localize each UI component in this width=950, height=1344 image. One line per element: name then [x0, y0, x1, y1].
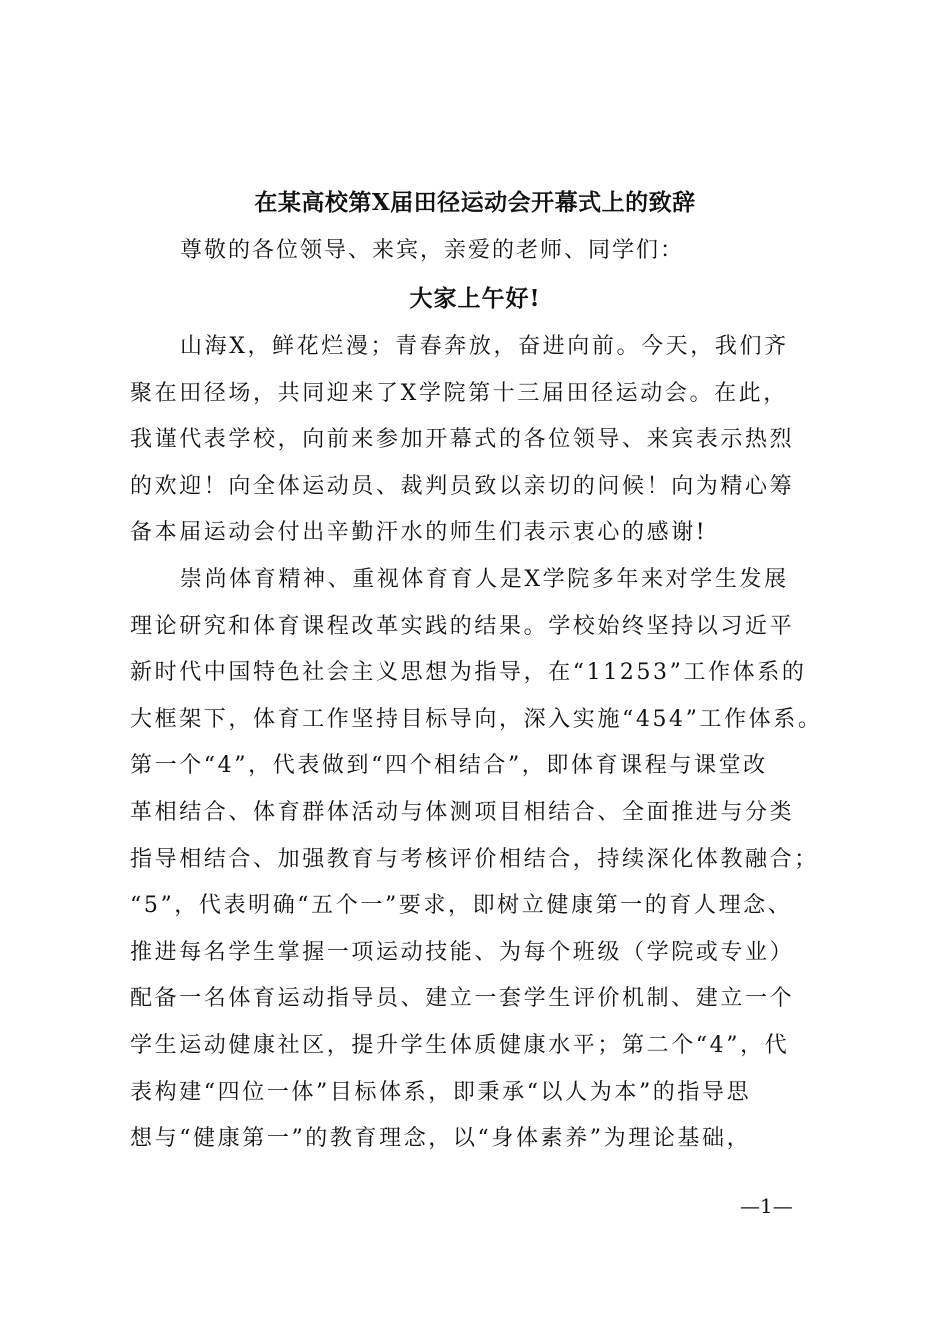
- salutation: 尊敬的各位领导、来宾，亲爱的老师、同学们：: [180, 238, 685, 263]
- paragraph-2-line: 学生运动健康社区，提升学生体质健康水平；第二个“4”，代: [130, 1032, 790, 1058]
- body-text: [130, 324, 840, 1163]
- paragraph-1-line: 的欢迎！向全体运动员、裁判员致以亲切的问候！向为精心筹: [130, 473, 795, 499]
- paragraph-1-line: 我谨代表学校，向前来参加开幕式的各位领导、来宾表示热烈: [130, 427, 795, 453]
- page-number: —1—: [740, 1194, 793, 1218]
- paragraph-1-line: 聚在田径场，共同迎来了X学院第十三届田径运动会。在此，: [130, 380, 788, 406]
- paragraph-1-line: 备本届运动会付出辛勤汗水的师生们表示衷心的感谢!: [130, 520, 708, 546]
- paragraph-2-line: 想与“健康第一”的教育理念，以“身体素养”为理论基础，: [130, 1126, 752, 1152]
- paragraph-1-line: 山海X，鲜花烂漫；青春奔放，奋进向前。今天，我们齐: [180, 334, 789, 359]
- paragraph-2-line: 表构建“四位一体”目标体系，即秉承“以人为本”的指导思: [130, 1079, 752, 1105]
- paragraph-2-line: 配备一名体育运动指导员、建立一套学生评价机制、建立一个: [130, 986, 795, 1012]
- paragraph-2-line: 理论研究和体育课程改革实践的结果。学校始终坚持以习近平: [130, 613, 795, 639]
- paragraph-2-line: 革相结合、体育群体活动与体测项目相结合、全面推进与分类: [130, 799, 795, 825]
- document-title: 在某高校第X届田径运动会开幕式上的致辞: [254, 189, 696, 216]
- paragraph-2-line: 指导相结合、加强教育与考核评价相结合，持续深化体教融合；: [130, 846, 819, 872]
- paragraph-2-line: 崇尚体育精神、重视体育育人是X学院多年来对学生发展: [180, 566, 789, 592]
- paragraph-2-line: “5”，代表明确“五个一”要求，即树立健康第一的育人理念、: [130, 893, 793, 919]
- paragraph-2-line: 第一个“4”，代表做到“四个相结合”，即体育课程与课堂改: [130, 753, 768, 779]
- paragraph-2-line: 推进每名学生掌握一项运动技能、为每个班级（学院或专业）: [130, 939, 795, 965]
- greeting: 大家上午好!: [409, 285, 541, 312]
- paragraph-2-line: 新时代中国特色社会主义思想为指导，在“11253”工作体系的: [130, 660, 807, 686]
- paragraph-2-line: 大框架下，体育工作坚持目标导向，深入实施“454”工作体系。: [130, 706, 823, 732]
